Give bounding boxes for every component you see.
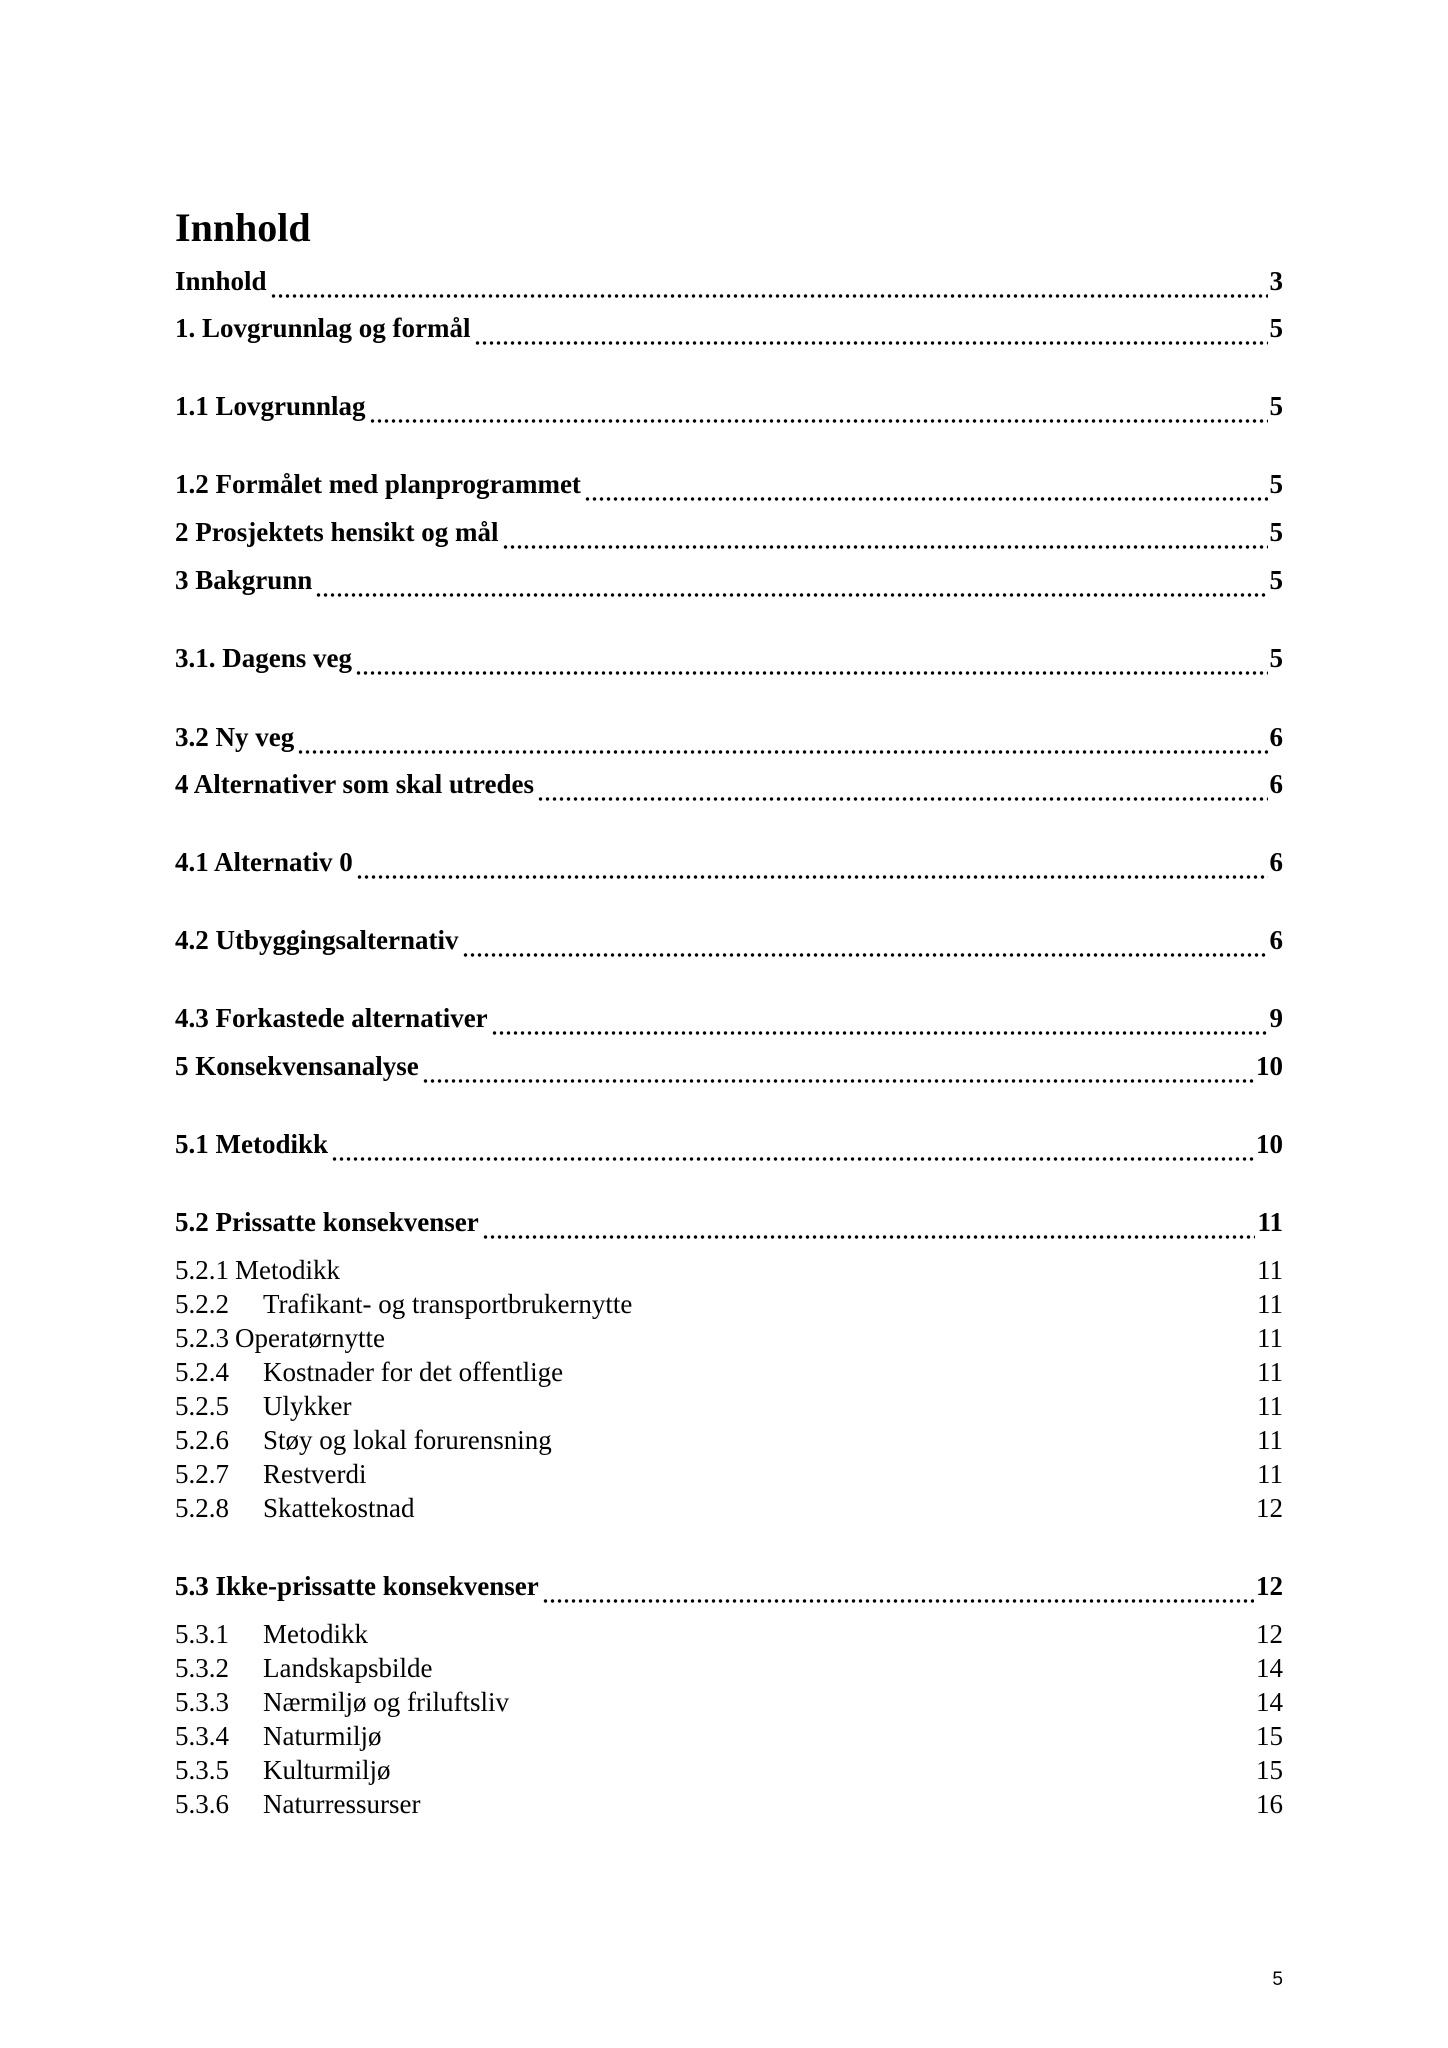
toc-entry-page: 9 <box>1269 1003 1283 1033</box>
toc-leader-dots <box>537 775 1268 801</box>
toc-entry-title: 1. Lovgrunnlag og formål <box>175 313 471 343</box>
toc-entry-title: 3 Bakgrunn <box>175 565 313 595</box>
toc-leader-dots <box>270 272 1268 298</box>
toc-leader-dots <box>369 397 1268 423</box>
toc-entry <box>175 641 1283 675</box>
toc-subentry-number: 5.2.1 <box>175 1255 229 1285</box>
toc-leader-dots <box>474 319 1268 345</box>
toc-entry-title: 5.1 Metodikk <box>175 1129 329 1159</box>
toc-entry <box>175 1569 1283 1603</box>
toc-leader-dots <box>331 1135 1254 1161</box>
toc-entry-title: 3.1. Dagens veg <box>175 643 352 673</box>
toc-subentry-page: 11 <box>1257 1357 1283 1387</box>
toc-entry-page: 6 <box>1269 847 1283 877</box>
toc-subentry-title: Naturmiljø <box>263 1721 382 1751</box>
toc-entry-page: 6 <box>1269 769 1283 799</box>
toc-subentry-page: 16 <box>1256 1789 1283 1819</box>
toc-subentry-title: Landskapsbilde <box>263 1653 433 1683</box>
toc-leader-dots <box>542 1577 1254 1603</box>
toc-leader-dots <box>462 931 1268 957</box>
page-number: 5 <box>1272 1969 1283 1990</box>
toc-entry <box>175 311 1283 345</box>
toc-leader-dots <box>491 1009 1268 1035</box>
toc-subentry-page: 11 <box>1257 1459 1283 1489</box>
toc-subentry-page: 11 <box>1257 1255 1283 1285</box>
toc-subentry-number: 5.2.7 <box>175 1459 229 1489</box>
toc-subentry-number: 5.2.3 <box>175 1323 229 1353</box>
toc-subentry-title: Støy og lokal forurensning <box>263 1425 552 1455</box>
toc-entry <box>175 1049 1283 1083</box>
toc-entry <box>175 1001 1283 1035</box>
toc-entry <box>175 1127 1283 1161</box>
toc-subentry-title: Trafikant- og transportbrukernytte <box>263 1289 633 1319</box>
toc-subentry-page: 11 <box>1257 1425 1283 1455</box>
toc-leader-dots <box>482 1213 1256 1239</box>
toc-entry-title: Innhold <box>175 266 267 296</box>
toc-leader-dots <box>355 649 1268 675</box>
toc-subentry <box>175 1423 1283 1457</box>
toc-entry <box>175 720 1283 754</box>
toc-subentry-page: 11 <box>1257 1289 1283 1319</box>
toc-entry <box>175 264 1283 298</box>
toc-entry-page: 12 <box>1256 1571 1283 1601</box>
toc-leader-dots <box>584 475 1268 501</box>
toc-subentry <box>175 1719 1283 1753</box>
toc-subentry <box>175 1321 1283 1355</box>
toc-subentry-number: 5.3.6 <box>175 1789 229 1819</box>
toc-subentry-number: 5.2.4 <box>175 1357 229 1387</box>
toc-entry-page: 11 <box>1257 1207 1283 1237</box>
toc-entry-page: 5 <box>1269 469 1283 499</box>
toc-entry-title: 5 Konsekvensanalyse <box>175 1051 419 1081</box>
toc-entry-title: 1.1 Lovgrunnlag <box>175 391 366 421</box>
toc-entry-title: 4.3 Forkastede alternativer <box>175 1003 488 1033</box>
toc-entry-page: 6 <box>1269 722 1283 752</box>
toc-entry-page: 5 <box>1269 313 1283 343</box>
toc-entry-title: 1.2 Formålet med planprogrammet <box>175 469 581 499</box>
toc-subentry <box>175 1651 1283 1685</box>
toc-subentry <box>175 1491 1283 1525</box>
toc-subentry-title: Ulykker <box>263 1391 352 1421</box>
toc-entry <box>175 845 1283 879</box>
toc-entry-page: 10 <box>1256 1129 1283 1159</box>
toc-subentry <box>175 1355 1283 1389</box>
toc-leader-dots <box>315 571 1267 597</box>
toc-entry-page: 5 <box>1269 643 1283 673</box>
toc-leader-dots <box>502 523 1268 549</box>
toc-entry-page: 5 <box>1269 517 1283 547</box>
toc-entry <box>175 389 1283 423</box>
toc-entry <box>175 767 1283 801</box>
toc-subentry-page: 15 <box>1256 1721 1283 1751</box>
toc-entry <box>175 467 1283 501</box>
toc-subentry-number: 5.2.5 <box>175 1391 229 1421</box>
toc-entry <box>175 563 1283 597</box>
toc-subentry-number: 5.2.2 <box>175 1289 229 1319</box>
toc-entry <box>175 1205 1283 1239</box>
toc-entry-title: 4.1 Alternativ 0 <box>175 847 353 877</box>
toc-subentry-title: Restverdi <box>263 1459 367 1489</box>
toc-subentry <box>175 1753 1283 1787</box>
toc-subentry-title: Nærmiljø og friluftsliv <box>263 1687 509 1717</box>
toc-subentry <box>175 1287 1283 1321</box>
toc-subentry <box>175 1787 1283 1821</box>
toc-subentry <box>175 1685 1283 1719</box>
toc-entry-title: 3.2 Ny veg <box>175 722 295 752</box>
toc-subentry-title: Kulturmiljø <box>263 1755 391 1785</box>
toc-subentry-page: 12 <box>1256 1619 1283 1649</box>
toc-subentry <box>175 1617 1283 1651</box>
toc-subentry-page: 14 <box>1256 1653 1283 1683</box>
toc-entry-page: 5 <box>1269 565 1283 595</box>
toc-subentry-page: 14 <box>1256 1687 1283 1717</box>
toc-subentry-number: 5.3.5 <box>175 1755 229 1785</box>
toc-entry-page: 10 <box>1256 1051 1283 1081</box>
toc-entry-title: 4 Alternativer som skal utredes <box>175 769 534 799</box>
toc-entry-page: 6 <box>1269 925 1283 955</box>
toc-entry-title: 5.2 Prissatte konsekvenser <box>175 1207 479 1237</box>
toc-leader-dots <box>297 728 1267 754</box>
toc-subentry-title: Kostnader for det offentlige <box>263 1357 564 1387</box>
toc-subentry-page: 12 <box>1256 1493 1283 1523</box>
toc-subentry-number: 5.2.6 <box>175 1425 229 1455</box>
toc-subentry-number: 5.3.1 <box>175 1619 229 1649</box>
toc-subentry-number: 5.3.4 <box>175 1721 229 1751</box>
toc-entry-title: 4.2 Utbyggingsalternativ <box>175 925 459 955</box>
toc-subentry-number: 5.3.2 <box>175 1653 229 1683</box>
toc-entry-page: 3 <box>1269 266 1283 296</box>
toc-subentry <box>175 1457 1283 1491</box>
toc-entry <box>175 515 1283 549</box>
toc-subentry-page: 15 <box>1256 1755 1283 1785</box>
toc-subentry-title: Skattekostnad <box>263 1493 415 1523</box>
toc-entry-title: 5.3 Ikke-prissatte konsekvenser <box>175 1571 539 1601</box>
toc-entry-page: 5 <box>1269 391 1283 421</box>
toc-subentry-page: 11 <box>1257 1391 1283 1421</box>
toc-subentry-title: Metodikk <box>235 1255 340 1285</box>
toc-subentry-number: 5.2.8 <box>175 1493 229 1523</box>
toc-heading: Innhold <box>175 205 311 250</box>
toc-entry <box>175 923 1283 957</box>
toc-leader-dots <box>422 1057 1254 1083</box>
toc-subentry-title: Metodikk <box>263 1619 368 1649</box>
toc-subentry-title: Naturressurser <box>263 1789 421 1819</box>
toc-subentry <box>175 1389 1283 1423</box>
toc-subentry-title: Operatørnytte <box>235 1323 385 1353</box>
toc-subentry-page: 11 <box>1257 1323 1283 1353</box>
toc-subentry-number: 5.3.3 <box>175 1687 229 1717</box>
toc-entry-title: 2 Prosjektets hensikt og mål <box>175 517 499 547</box>
toc-subentry <box>175 1253 1283 1287</box>
toc-leader-dots <box>356 853 1268 879</box>
